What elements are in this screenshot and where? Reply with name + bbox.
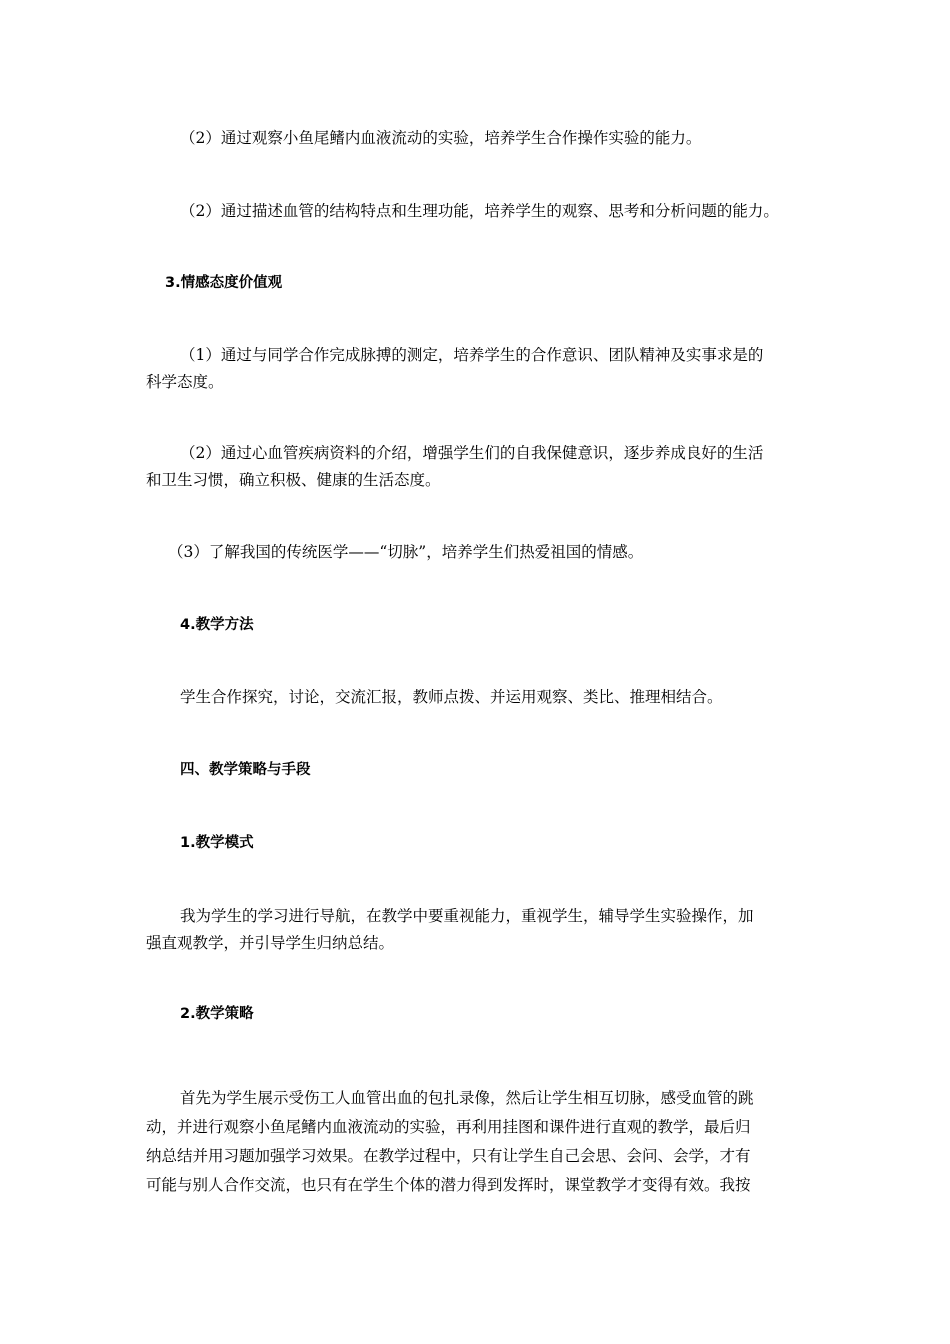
heading-teaching-strategy: 2.教学策略 xyxy=(180,1006,254,1022)
paragraph-line: 首先为学生展示受伤工人血管出血的包扎录像，然后让学生相互切脉，感受血管的跳 xyxy=(180,1089,754,1107)
heading-teaching-mode: 1.教学模式 xyxy=(180,835,254,851)
paragraph-line: （2）通过心血管疾病资料的介绍，增强学生们的自我保健意识，逐步养成良好的生活 xyxy=(180,444,764,462)
paragraph-teaching-mode xyxy=(146,903,754,957)
paragraph-line: 动，并进行观察小鱼尾鳍内血液流动的实验，再利用挂图和课件进行直观的教学，最后归 xyxy=(146,1118,751,1136)
paragraph-experiment-ability: （2）通过观察小鱼尾鳍内血液流动的实验，培养学生合作操作实验的能力。 xyxy=(180,129,702,147)
paragraph-line: （1）通过与同学合作完成脉搏的测定，培养学生的合作意识、团队精神及实事求是的 xyxy=(180,346,764,364)
paragraph-vessel-structure-ability: （2）通过描述血管的结构特点和生理功能，培养学生的观察、思考和分析问题的能力。 xyxy=(180,202,779,220)
paragraph-pulse-measurement xyxy=(146,342,763,396)
paragraph-traditional-medicine: （3）了解我国的传统医学——“切脉”，培养学生们热爱祖国的情感。 xyxy=(168,543,644,561)
paragraph-line: 纳总结并用习题加强学习效果。在教学过程中，只有让学生自己会思、会问、会学，才有 xyxy=(146,1147,751,1165)
heading-teaching-strategy-means: 四、教学策略与手段 xyxy=(180,762,311,778)
paragraph-line: 强直观教学，并引导学生归纳总结。 xyxy=(146,934,395,952)
paragraph-cardiovascular-health xyxy=(146,440,763,494)
paragraph-line: 和卫生习惯，确立积极、健康的生活态度。 xyxy=(146,471,441,489)
paragraph-teaching-methods: 学生合作探究，讨论，交流汇报，教师点拨、并运用观察、类比、推理相结合。 xyxy=(180,688,723,706)
paragraph-line: 科学态度。 xyxy=(146,373,224,391)
heading-teaching-methods: 4.教学方法 xyxy=(180,617,254,633)
paragraph-line: 我为学生的学习进行导航，在教学中要重视能力，重视学生，辅导学生实验操作，加 xyxy=(180,907,754,925)
paragraph-teaching-strategy xyxy=(146,1084,754,1200)
paragraph-line: 可能与别人合作交流，也只有在学生个体的潜力得到发挥时，课堂教学才变得有效。我按 xyxy=(146,1176,751,1194)
heading-emotion-attitude-values: 3.情感态度价值观 xyxy=(165,275,283,291)
